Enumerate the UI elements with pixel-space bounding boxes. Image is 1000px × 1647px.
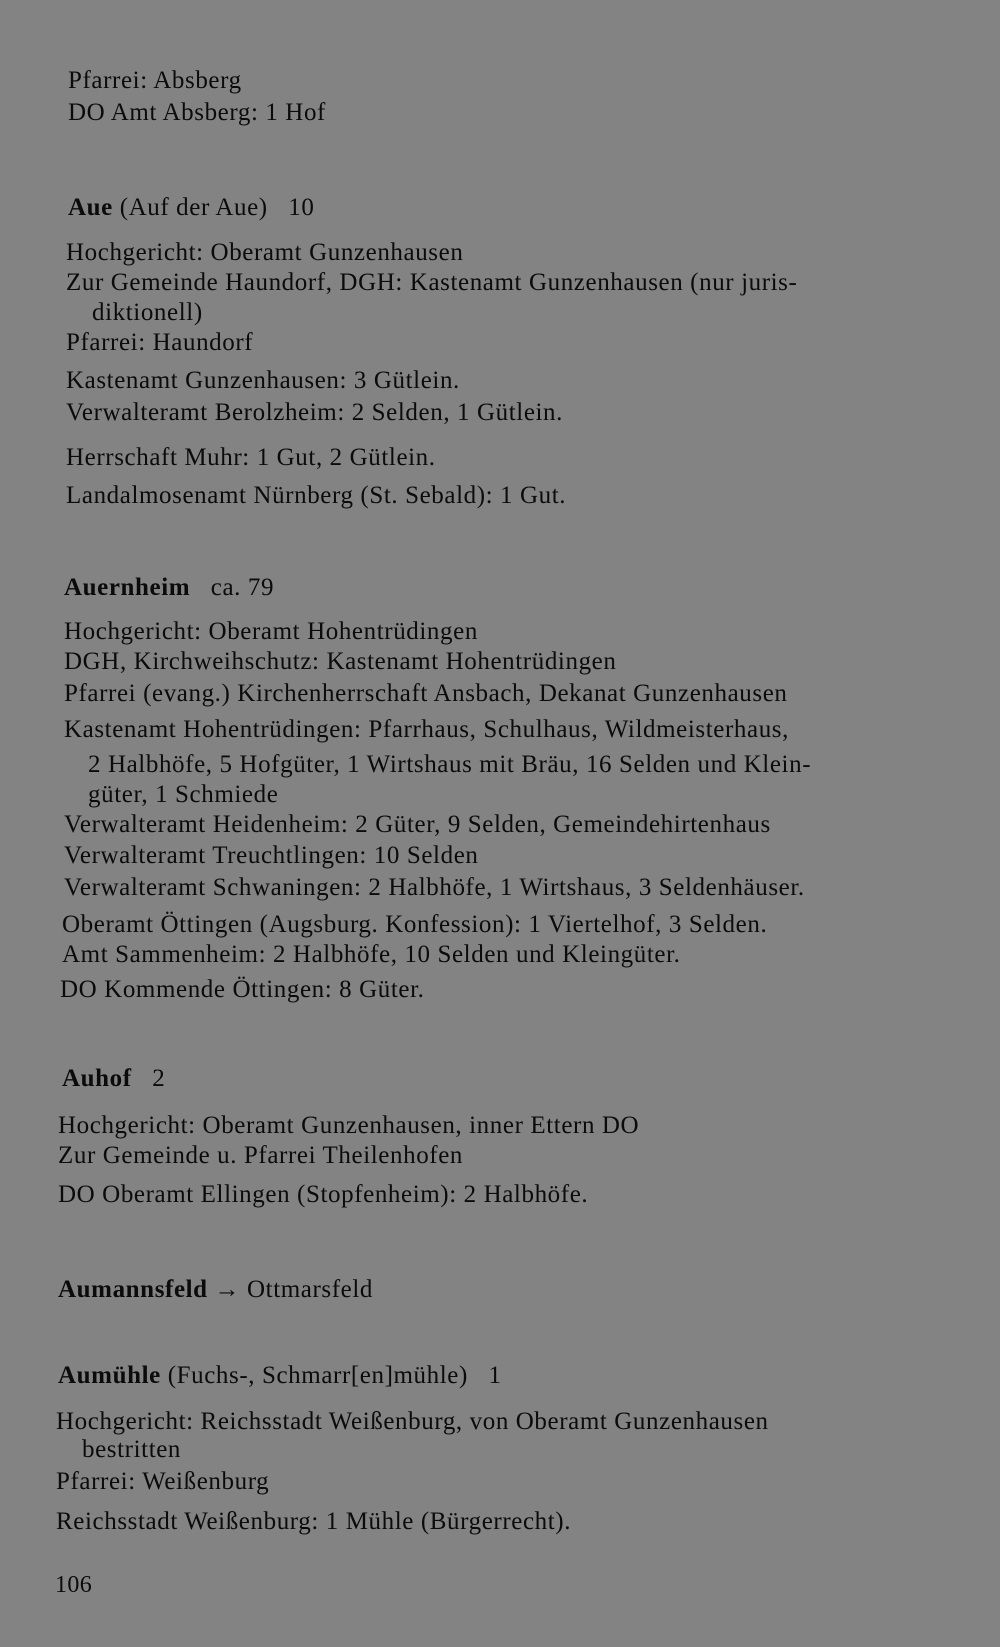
text-line: Verwalteramt Treuchtlingen: 10 Selden (64, 842, 479, 869)
entry-info: 2 (131, 1065, 166, 1092)
page-number: 106 (55, 1572, 93, 1598)
text-line: diktionell) (92, 299, 203, 326)
text-line: 2 Halbhöfe, 5 Hofgüter, 1 Wirtshaus mit Bräu, 16 Selden und Klein- (88, 751, 812, 778)
entry-heading (58, 1275, 373, 1305)
entry-heading (68, 193, 314, 223)
text-line: DGH, Kirchweihschutz: Kastenamt Hohentrüdingen (64, 648, 617, 675)
text-line: Hochgericht: Reichsstadt Weißenburg, von Oberamt Gunzenhausen (56, 1408, 769, 1435)
text-line: DO Amt Absberg: 1 Hof (68, 99, 326, 126)
text-line: Zur Gemeinde Haundorf, DGH: Kastenamt Gunzenhausen (nur juris- (66, 269, 798, 296)
text-line: bestritten (82, 1436, 182, 1463)
entry-name: Aumannsfeld (58, 1276, 208, 1303)
text-line: Reichsstadt Weißenburg: 1 Mühle (Bürgerrecht). (56, 1508, 572, 1535)
text-line: güter, 1 Schmiede (88, 781, 279, 808)
entry-info: ca. 79 (190, 574, 275, 601)
entry-name: Auhof (62, 1065, 132, 1092)
text-line: Herrschaft Muhr: 1 Gut, 2 Gütlein. (66, 444, 436, 471)
text-line: Pfarrei: Weißenburg (56, 1468, 270, 1495)
text-line: Verwalteramt Heidenheim: 2 Güter, 9 Selden, Gemeindehirtenhaus (64, 811, 771, 838)
entry-name: Aue (68, 194, 113, 221)
text-line: DO Oberamt Ellingen (Stopfenheim): 2 Halbhöfe. (58, 1181, 589, 1208)
text-line: Amt Sammenheim: 2 Halbhöfe, 10 Selden und Kleingüter. (62, 941, 681, 968)
entry-heading (58, 1361, 502, 1391)
text-line: Kastenamt Gunzenhausen: 3 Gütlein. (66, 367, 460, 394)
entry-heading (64, 573, 274, 603)
text-line: Landalmosenamt Nürnberg (St. Sebald): 1 Gut. (66, 482, 567, 509)
entry-info: (Fuchs-, Schmarr[en]mühle) 1 (160, 1362, 502, 1389)
text-line: Pfarrei (evang.) Kirchenherrschaft Ansbach, Dekanat Gunzenhausen (64, 680, 788, 707)
text-line: Zur Gemeinde u. Pfarrei Theilenhofen (58, 1142, 464, 1169)
entry-name: Auernheim (64, 574, 191, 601)
text-line: Kastenamt Hohentrüdingen: Pfarrhaus, Schulhaus, Wildmeisterhaus, (64, 716, 789, 743)
text-line: Hochgericht: Oberamt Gunzenhausen, inner Ettern DO (58, 1112, 640, 1139)
cross-reference: → Ottmarsfeld (207, 1276, 374, 1303)
text-line: Hochgericht: Oberamt Gunzenhausen (66, 239, 464, 266)
text-line: Hochgericht: Oberamt Hohentrüdingen (64, 618, 478, 645)
entry-name: Aumühle (58, 1362, 161, 1389)
text-line: Pfarrei: Absberg (68, 67, 242, 94)
entry-info: (Auf der Aue) 10 (112, 194, 315, 221)
text-line: DO Kommende Öttingen: 8 Güter. (60, 976, 425, 1003)
text-line: Oberamt Öttingen (Augsburg. Konfession): 1 Viertelhof, 3 Selden. (62, 911, 768, 938)
text-line: Pfarrei: Haundorf (66, 329, 254, 356)
text-line: Verwalteramt Schwaningen: 2 Halbhöfe, 1 Wirtshaus, 3 Seldenhäuser. (64, 874, 805, 901)
text-line: Verwalteramt Berolzheim: 2 Selden, 1 Gütlein. (66, 399, 564, 426)
entry-heading (62, 1064, 165, 1094)
